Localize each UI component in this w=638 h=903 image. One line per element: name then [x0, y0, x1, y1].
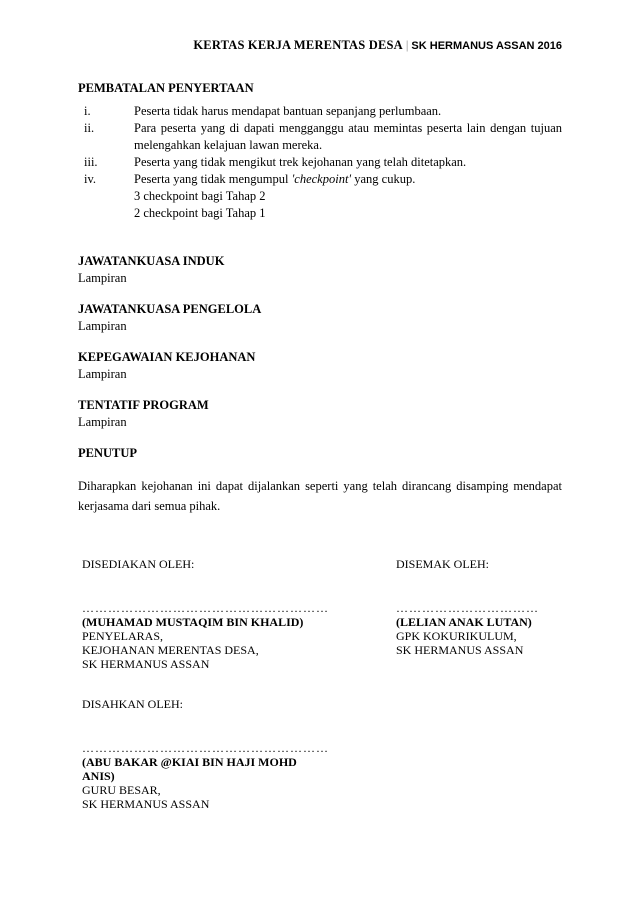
list-item-italic-term: 'checkpoint' — [291, 172, 352, 186]
list-item-number: iii. — [84, 155, 98, 169]
penutup-text: Diharapkan kejohanan ini dapat dijalankan seperti yang telah dirancang disamping mendapat kerjasama dari semua pihak. — [78, 479, 562, 513]
checkpoint-line: 3 checkpoint bagi Tahap 2 — [134, 189, 266, 203]
header-title: KERTAS KERJA MERENTAS DESA — [193, 38, 403, 52]
pembatalan-list — [78, 103, 562, 188]
signature-approved — [82, 697, 329, 811]
signature-label: DISEDIAKAN OLEH: — [82, 557, 195, 571]
section-text: Lampiran — [78, 319, 127, 333]
section-heading: JAWATANKUASA PENGELOLA — [78, 302, 262, 316]
section-heading: TENTATIF PROGRAM — [78, 398, 209, 412]
signatory-title: KEJOHANAN MERENTAS DESA, — [82, 643, 259, 657]
list-item-text: Peserta yang tidak mengikut trek kejohanan yang telah ditetapkan. — [134, 155, 467, 169]
list-item-text-end: yang cukup. — [351, 172, 416, 186]
list-item — [78, 171, 562, 188]
signatory-name: (ABU BAKAR @KIAI BIN HAJI MOHD — [82, 755, 297, 769]
signatory-name-continued: ANIS) — [82, 769, 115, 783]
signature-line: ………………………………………………… — [82, 601, 329, 615]
list-item-number: ii. — [84, 121, 95, 135]
section-text: Lampiran — [78, 367, 127, 381]
section-pembatalan — [78, 80, 562, 222]
list-item — [78, 154, 562, 171]
penutup-heading: PENUTUP — [78, 446, 138, 460]
section-heading: JAWATANKUASA INDUK — [78, 254, 225, 268]
page-header — [78, 38, 562, 53]
signature-prepared — [82, 557, 329, 671]
signatory-title: GPK KOKURIKULUM, — [396, 629, 517, 643]
signatory-title: SK HERMANUS ASSAN — [396, 643, 524, 657]
section-tentatif — [78, 397, 562, 431]
section-text: Lampiran — [78, 415, 127, 429]
section-jawatankuasa-pengelola — [78, 301, 562, 335]
list-item-text: Peserta tidak harus mendapat bantuan sepanjang perlumbaan. — [134, 104, 442, 118]
section-penutup — [78, 445, 562, 516]
signature-line: …………………………… — [396, 601, 539, 615]
signatory-name: (LELIAN ANAK LUTAN) — [396, 615, 532, 629]
list-item-text-start: Peserta yang tidak mengumpul — [134, 172, 292, 186]
signatory-title: PENYELARAS, — [82, 629, 164, 643]
document-body — [78, 80, 562, 516]
section-text: Lampiran — [78, 271, 127, 285]
signature-label: DISEMAK OLEH: — [396, 557, 489, 571]
signature-line: ………………………………………………… — [82, 741, 329, 755]
list-item — [78, 103, 562, 120]
header-school: SK HERMANUS ASSAN 2016 — [411, 40, 562, 52]
pembatalan-heading: PEMBATALAN PENYERTAAN — [78, 81, 254, 95]
signatory-title: GURU BESAR, — [82, 783, 161, 797]
signature-checked — [396, 557, 566, 657]
list-item-text: Para peserta yang di dapati mengganggu atau memintas peserta lain dengan tujuan melengahkan kelajuan lawan mereka. — [134, 121, 562, 152]
section-jawatankuasa-induk — [78, 253, 562, 287]
signatory-title: SK HERMANUS ASSAN — [82, 797, 210, 811]
section-heading: KEPEGAWAIAN KEJOHANAN — [78, 350, 256, 364]
list-item-number: i. — [84, 104, 91, 118]
checkpoint-line: 2 checkpoint bagi Tahap 1 — [134, 206, 266, 220]
list-item — [78, 120, 562, 154]
header-separator: | — [405, 38, 409, 52]
signatory-name: (MUHAMAD MUSTAQIM BIN KHALID) — [82, 615, 304, 629]
signature-label: DISAHKAN OLEH: — [82, 697, 183, 711]
list-item-number: iv. — [84, 172, 97, 186]
signatory-title: SK HERMANUS ASSAN — [82, 657, 210, 671]
section-kepegawaian — [78, 349, 562, 383]
